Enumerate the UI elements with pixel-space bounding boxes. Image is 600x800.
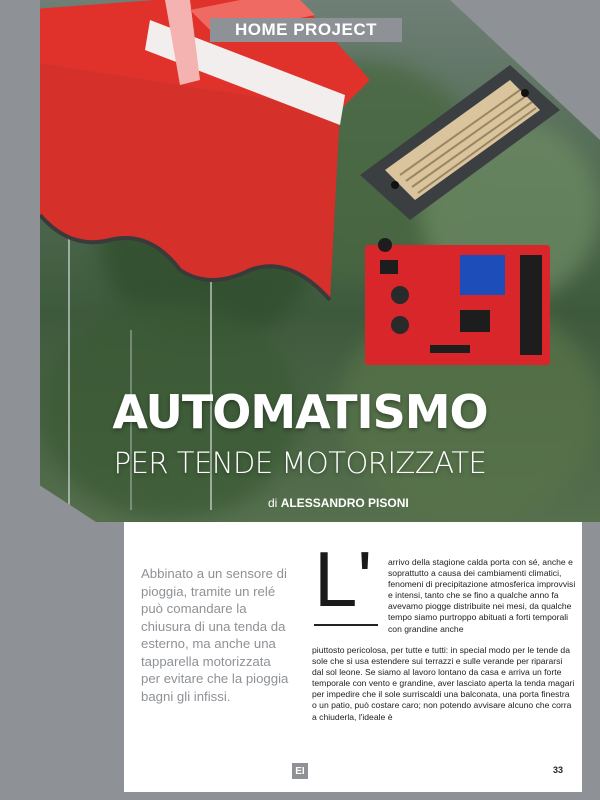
byline [268, 496, 409, 510]
body-text-bottom: piuttosto pericolosa, per tutte e tutti: in special modo per le tende da sole che si usa estendere sui terrazzi e sulle verande per ripararsi dal sol leone. Se siamo al lavoro lontano da casa e arriva un forte temporale con vento e grandine, aver lasciato aperta la tenda magari per impedire che il sole surriscaldi una balconata, una porta finestra o un patio, può costare caro; non potendo avvisare alcuno che corra a chiuderla, l'ideale è [312, 645, 575, 722]
drop-cap-rule [314, 624, 378, 626]
byline-prefix: di [268, 496, 278, 510]
drop-cap: L' [314, 535, 373, 623]
article-title: AUTOMATISMO [112, 385, 488, 439]
byline-author: ALESSANDRO PISONI [280, 496, 409, 510]
page-number: 33 [553, 765, 564, 775]
body-text-top: arrivo della stagione calda porta con sé, anche e soprattutto a causa dei cambiamenti climatici, fenomeni di precipitazione atmosferica improvvisi e intensi, tanto che se fino a qualche anno fa avevamo piogge distribuite nei mesi, da qualche tempo siamo purtroppo abituati a forti temporali con grandine anche [388, 557, 576, 634]
relay-board-illustration [360, 235, 560, 375]
article-subtitle: PER TENDE MOTORIZZATE [113, 446, 487, 480]
section-label: HOME PROJECT [210, 18, 402, 42]
corner-decoration [450, 0, 600, 140]
magazine-logo-icon: ΕΙ [292, 763, 308, 779]
intro-text: Abbinato a un sensore di pioggia, tramite un relé può comandare la chiusura di una tenda da esterno, ma anche una tapparella motorizzata per evitare che la pioggia bagni gli infissi. [141, 566, 289, 704]
